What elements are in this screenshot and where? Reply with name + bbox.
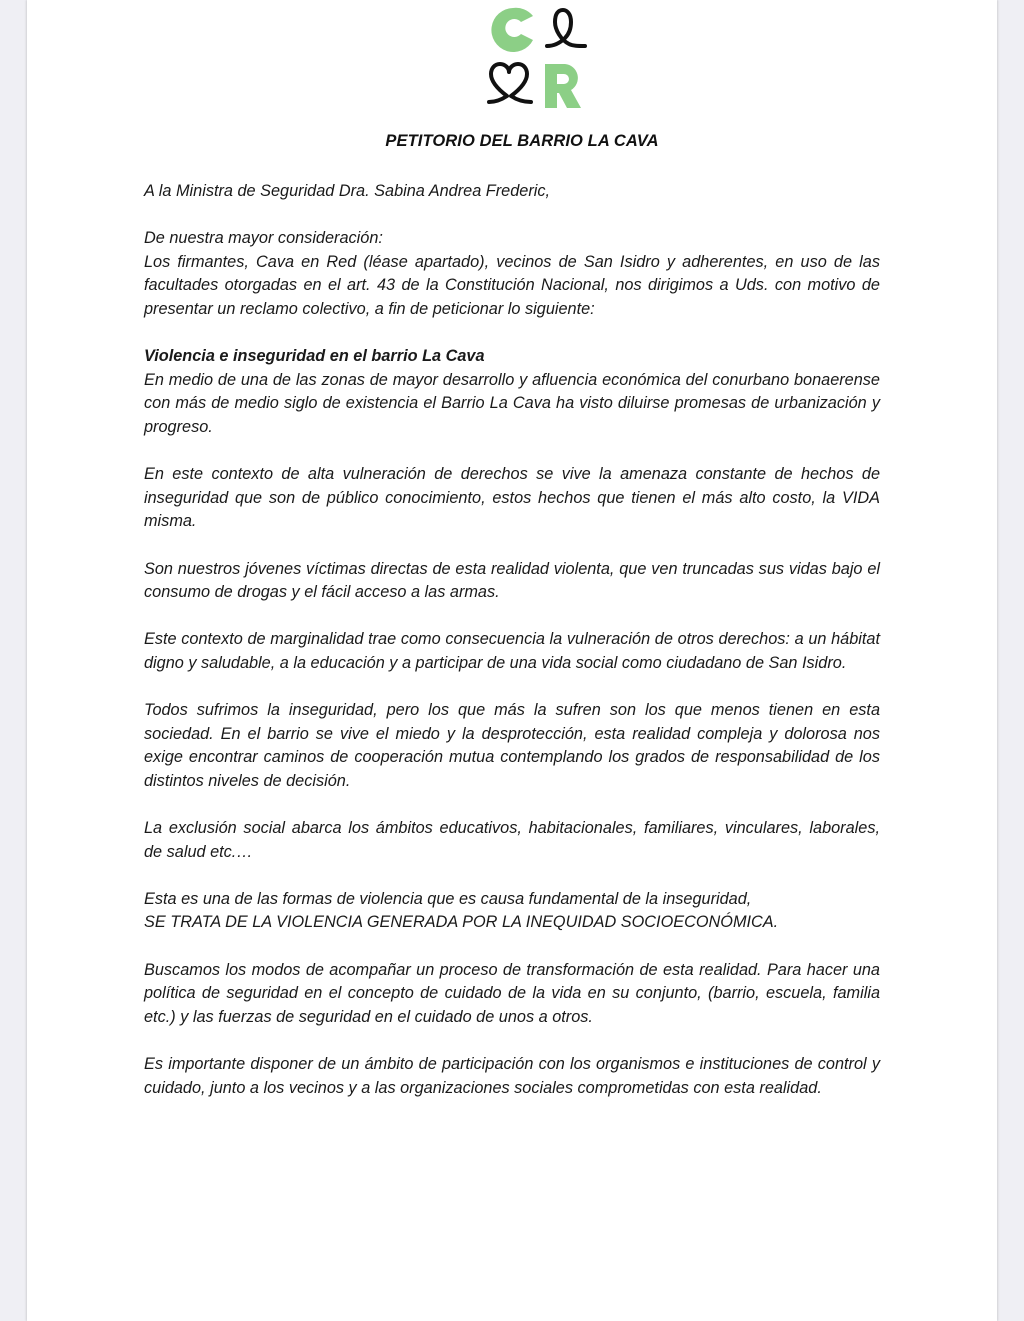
section-heading: Violencia e inseguridad en el barrio La Cava bbox=[144, 347, 485, 366]
logo-letter-c bbox=[491, 8, 533, 52]
violence-line-1: Esta es una de las formas de violencia que es causa fundamental de la inseguridad, bbox=[144, 889, 752, 908]
closing-paragraph: Es importante disponer de un ámbito de participación con los organismos e instituciones de control y cuidado, junto a los vecinos y a las organizaciones sociales comprometidas con esta realidad. bbox=[144, 1054, 880, 1097]
body-paragraph: En este contexto de alta vulneración de derechos se vive la amenaza constante de hechos de inseguridad que son de público conocimiento, estos hechos que tienen el más alto costo, la VIDA misma. bbox=[144, 465, 880, 531]
heart-loop-icon bbox=[489, 64, 531, 102]
body-paragraph: La exclusión social abarca los ámbitos educativos, habitacionales, familiares, vinculares, laborales, de salud etc.… bbox=[144, 819, 880, 861]
intro-body: Los firmantes, Cava en Red (léase apartado), vecinos de San Isidro y adherentes, en uso de las facultades otorgadas en el art. 43 de la Constitución Nacional, nos dirigimos a Uds. con motivo de presentar un reclamo colectivo, a fin de peticionar lo siguiente: bbox=[144, 252, 880, 318]
intro-paragraph bbox=[144, 227, 880, 321]
section-paragraph bbox=[144, 345, 880, 439]
violence-paragraph bbox=[144, 888, 880, 935]
body-paragraph: Este contexto de marginalidad trae como consecuencia la vulneración de otros derechos: a un hábitat digno y saludable, a la educación y a participar de una vida social como ciudadano de San Isidro. bbox=[144, 630, 880, 672]
cava-en-red-logo bbox=[485, 2, 595, 112]
closing-paragraph: Buscamos los modos de acompañar un proceso de transformación de esta realidad. Para hacer una política de seguridad en el concepto de cuidado de la vida en su conjunto, (barrio, escuela, familia etc.) y las fuerzas de seguridad en el cuidado de unos a otros. bbox=[144, 960, 880, 1026]
violence-line-2: SE TRATA DE LA VIOLENCIA GENERADA POR LA INEQUIDAD SOCIOECONÓMICA. bbox=[144, 913, 779, 932]
logo-letter-r bbox=[545, 64, 581, 108]
ribbon-loop-icon bbox=[547, 10, 585, 46]
intro-greeting: De nuestra mayor consideración: bbox=[144, 229, 383, 248]
section-intro: En medio de una de las zonas de mayor desarrollo y afluencia económica del conurbano bonaerense con más de medio siglo de existencia el Barrio La Cava ha visto diluirse promesas de urbanización y progreso. bbox=[144, 370, 880, 436]
document-title: PETITORIO DEL BARRIO LA CAVA bbox=[385, 132, 659, 150]
salutation: A la Ministra de Seguridad Dra. Sabina Andrea Frederic, bbox=[144, 182, 551, 200]
document-body bbox=[144, 180, 880, 1124]
body-paragraph: Todos sufrimos la inseguridad, pero los que más la sufren son los que menos tienen en esta sociedad. En el barrio se vive el miedo y la desprotección, esta realidad compleja y dolorosa nos exige encontrar caminos de cooperación mutua contemplando los grados de responsabilidad de los distintos niveles de decisión. bbox=[144, 701, 880, 790]
body-paragraph: Son nuestros jóvenes víctimas directas de esta realidad violenta, que ven truncadas sus vidas bajo el consumo de drogas y el fácil acceso a las armas. bbox=[144, 559, 880, 602]
